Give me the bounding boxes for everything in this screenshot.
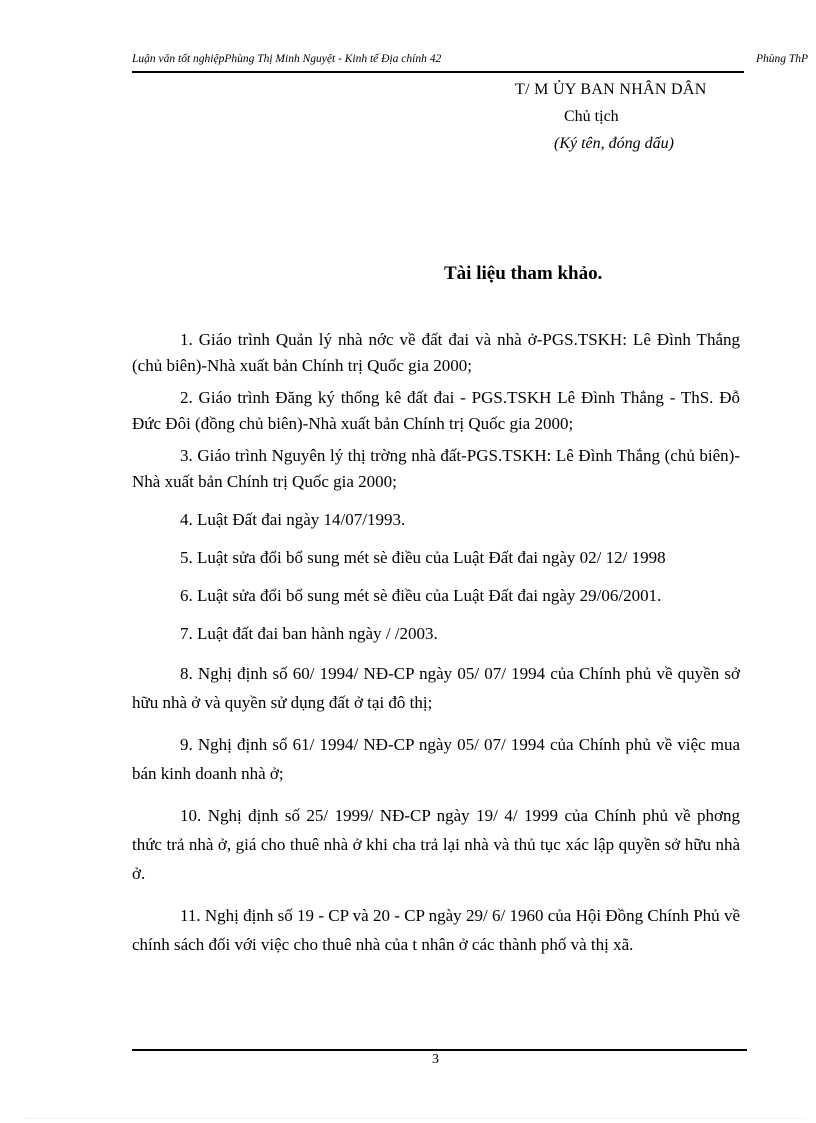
signature-note: (Ký tên, đóng dấu) (554, 135, 674, 152)
references-list (132, 327, 740, 959)
reference-item: 10. Nghị định số 25/ 1999/ NĐ-CP ngày 19/ 4/ 1999 của Chính phủ về phơng thức trả nhà ở, giá cho thuê nhà ở khi cha trả lại nhà và thủ tục xác lập quyền sở hữu nhà ở. (132, 806, 740, 883)
reference-item: 8. Nghị định số 60/ 1994/ NĐ-CP ngày 05/ 07/ 1994 của Chính phủ về quyền sở hữu nhà ở và quyền sử dụng đất ở tại đô thị; (132, 664, 740, 712)
reference-item: 1. Giáo trình Quản lý nhà nớc về đất đai và nhà ở-PGS.TSKH: Lê Đình Thắng (chủ biên)-Nhà xuất bản Chính trị Quốc gia 2000; (132, 330, 740, 375)
reference-item: 2. Giáo trình Đăng ký thống kê đất đai - PGS.TSKH Lê Đình Thắng - ThS. Đỗ Đức Đôi (đồng chủ biên)-Nhà xuất bản Chính trị Quốc gia 2000; (132, 388, 740, 433)
page-bottom-divider (24, 1118, 804, 1119)
reference-item: 3. Giáo trình Nguyên lý thị trờng nhà đất-PGS.TSKH: Lê Đình Thắng (chủ biên)-Nhà xuất bản Chính trị Quốc gia 2000; (132, 446, 740, 491)
reference-item: 9. Nghị định số 61/ 1994/ NĐ-CP ngày 05/ 07/ 1994 của Chính phủ về việc mua bán kinh doanh nhà ở; (132, 735, 740, 783)
header-left-text: Luận văn tốt nghiệpPhùng Thị Minh Nguyệt - Kinh tế Địa chính 42 (132, 53, 442, 65)
page-number: 3 (432, 1052, 439, 1067)
reference-item: 11. Nghị định số 19 - CP và 20 - CP ngày 29/ 6/ 1960 của Hội Đồng Chính Phủ về chính sách đối với việc cho thuê nhà của t nhân ở các thành phố và thị xã. (132, 906, 740, 954)
page-header (132, 51, 809, 73)
reference-item: 4. Luật Đất đai ngày 14/07/1993. (180, 510, 406, 529)
reference-item: 5. Luật sửa đổi bổ sung mét sè điều của Luật Đất đai ngày 02/ 12/ 1998 (180, 548, 666, 567)
references-title: Tài liệu tham khảo. (444, 263, 603, 284)
reference-item: 6. Luật sửa đổi bổ sung mét sè điều của Luật Đất đai ngày 29/06/2001. (180, 586, 662, 605)
footer-divider (132, 1049, 747, 1051)
signature-organization: T/ M ỦY BAN NHÂN DÂN (515, 81, 707, 98)
header-right-text: Phùng ThP (756, 53, 809, 65)
reference-item: 7. Luật đất đai ban hành ngày / /2003. (180, 624, 438, 643)
signature-role: Chủ tịch (564, 108, 619, 125)
